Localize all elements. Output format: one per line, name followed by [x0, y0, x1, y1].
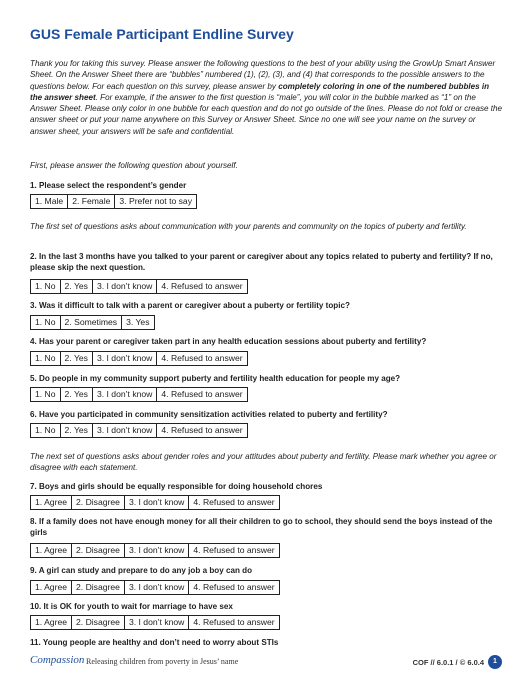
option-q1-3[interactable]: 3. Prefer not to say — [114, 195, 196, 208]
question-1: 1. Please select the respondent’s gender — [30, 181, 187, 190]
option-q10-3[interactable]: 3. I don’t know — [124, 616, 188, 629]
option-q8-3[interactable]: 3. I don’t know — [124, 544, 188, 557]
options-q8 — [30, 543, 280, 558]
option-q10-4[interactable]: 4. Refused to answer — [188, 616, 278, 629]
options-q1 — [30, 194, 197, 209]
option-q8-1[interactable]: 1. Agree — [35, 545, 68, 555]
option-q5-4[interactable]: 4. Refused to answer — [156, 388, 246, 401]
option-q1-1[interactable]: 1. Male — [35, 196, 64, 206]
option-q2-1[interactable]: 1. No — [35, 281, 56, 291]
intro-text-bold: completely coloring in one of the numbered bubbles in the answer sheet — [30, 81, 490, 102]
option-q9-1[interactable]: 1. Agree — [35, 582, 68, 592]
question-3: 3. Was it difficult to talk with a parent or caregiver about a puberty or fertility topic? — [30, 301, 350, 310]
option-q7-2[interactable]: 2. Disagree — [71, 496, 124, 509]
intro-paragraph — [30, 58, 502, 137]
question-9: 9. A girl can study and prepare to do any job a boy can do — [30, 566, 253, 575]
footer-tagline: Releasing children from poverty in Jesus’ name — [86, 657, 239, 666]
options-q7 — [30, 495, 280, 510]
option-q10-2[interactable]: 2. Disagree — [71, 616, 124, 629]
page-footer — [30, 652, 502, 676]
section-intro-2: The first set of questions asks about communication with your parents and community on the topics of puberty and fertility. — [30, 222, 467, 231]
section-intro-1: First, please answer the following question about yourself. — [30, 161, 238, 170]
question-2: 2. In the last 3 months have you talked to your parent or caregiver about any topics related to puberty and fertility? If no, please skip the next question. — [30, 252, 493, 273]
option-q4-3[interactable]: 3. I don’t know — [92, 352, 156, 365]
options-q3 — [30, 315, 155, 330]
document-code: COF // 6.0.1 / © 6.0.4 — [412, 658, 484, 667]
question-7: 7. Boys and girls should be equally responsible for doing household chores — [30, 482, 323, 491]
option-q5-1[interactable]: 1. No — [35, 389, 56, 399]
question-6: 6. Have you participated in community sensitization activities related to puberty and fertility? — [30, 410, 388, 419]
intro-text-2: . For example, if the answer to the first question is “male”, you will color in the bubble marked as “1” on the Answer Sheet. Please only color in one bubble for each question and do not go outside of the lines. Please do not fold or crease the answer sheet or put your name anywhere on this Survey or Answer Sheet. Since no one will see your name on the survey or answer sheet, your answers will be safe and confidential. — [30, 92, 502, 136]
option-q6-4[interactable]: 4. Refused to answer — [156, 424, 246, 437]
option-q9-2[interactable]: 2. Disagree — [71, 581, 124, 594]
question-8: 8. If a family does not have enough money for all their children to go to school, they should send the boys instead of the girls — [30, 517, 493, 538]
options-q9 — [30, 580, 280, 595]
option-q7-1[interactable]: 1. Agree — [35, 497, 68, 507]
question-10: 10. It is OK for youth to wait for marriage to have sex — [30, 602, 233, 611]
option-q7-3[interactable]: 3. I don’t know — [124, 496, 188, 509]
option-q3-1[interactable]: 1. No — [35, 317, 56, 327]
option-q6-2[interactable]: 2. Yes — [60, 424, 92, 437]
options-q4 — [30, 351, 248, 366]
option-q8-4[interactable]: 4. Refused to answer — [188, 544, 278, 557]
option-q9-4[interactable]: 4. Refused to answer — [188, 581, 278, 594]
option-q4-2[interactable]: 2. Yes — [60, 352, 92, 365]
compassion-logo: Compassion — [30, 654, 85, 666]
option-q10-1[interactable]: 1. Agree — [35, 617, 68, 627]
option-q2-3[interactable]: 3. I don’t know — [92, 280, 156, 293]
option-q4-4[interactable]: 4. Refused to answer — [156, 352, 246, 365]
option-q6-3[interactable]: 3. I don’t know — [92, 424, 156, 437]
section-intro-3: The next set of questions asks about gender roles and your attitudes about puberty and fertility. Please mark whether you agree or disagree with each statement. — [30, 452, 497, 473]
question-5: 5. Do people in my community support puberty and fertility health education for people my age? — [30, 374, 401, 383]
option-q1-2[interactable]: 2. Female — [67, 195, 114, 208]
page-number-badge: 1 — [488, 655, 502, 669]
options-q5 — [30, 387, 248, 402]
option-q6-1[interactable]: 1. No — [35, 425, 56, 435]
option-q3-2[interactable]: 2. Sometimes — [60, 316, 122, 329]
page-title: GUS Female Participant Endline Survey — [30, 26, 294, 42]
intro-text-1: Thank you for taking this survey. Please answer the following questions to the best of your ability using the GrowUp Smart Answer Sheet. On the Answer Sheet there are “bubbles” numbered (1), (2), (3), and (4) that corresponds to the possible answers to the questions below. For each question on this survey, please answer by — [30, 59, 496, 91]
option-q3-3[interactable]: 3. Yes — [121, 316, 153, 329]
option-q5-3[interactable]: 3. I don’t know — [92, 388, 156, 401]
option-q5-2[interactable]: 2. Yes — [60, 388, 92, 401]
options-q6 — [30, 423, 248, 438]
options-q2 — [30, 279, 248, 294]
option-q9-3[interactable]: 3. I don’t know — [124, 581, 188, 594]
question-4: 4. Has your parent or caregiver taken part in any health education sessions about puberty and fertility? — [30, 337, 427, 346]
question-11: 11. Young people are healthy and don’t need to worry about STIs — [30, 638, 279, 647]
option-q2-2[interactable]: 2. Yes — [60, 280, 92, 293]
options-q10 — [30, 615, 280, 630]
option-q8-2[interactable]: 2. Disagree — [71, 544, 124, 557]
option-q7-4[interactable]: 4. Refused to answer — [188, 496, 278, 509]
option-q2-4[interactable]: 4. Refused to answer — [156, 280, 246, 293]
option-q4-1[interactable]: 1. No — [35, 353, 56, 363]
